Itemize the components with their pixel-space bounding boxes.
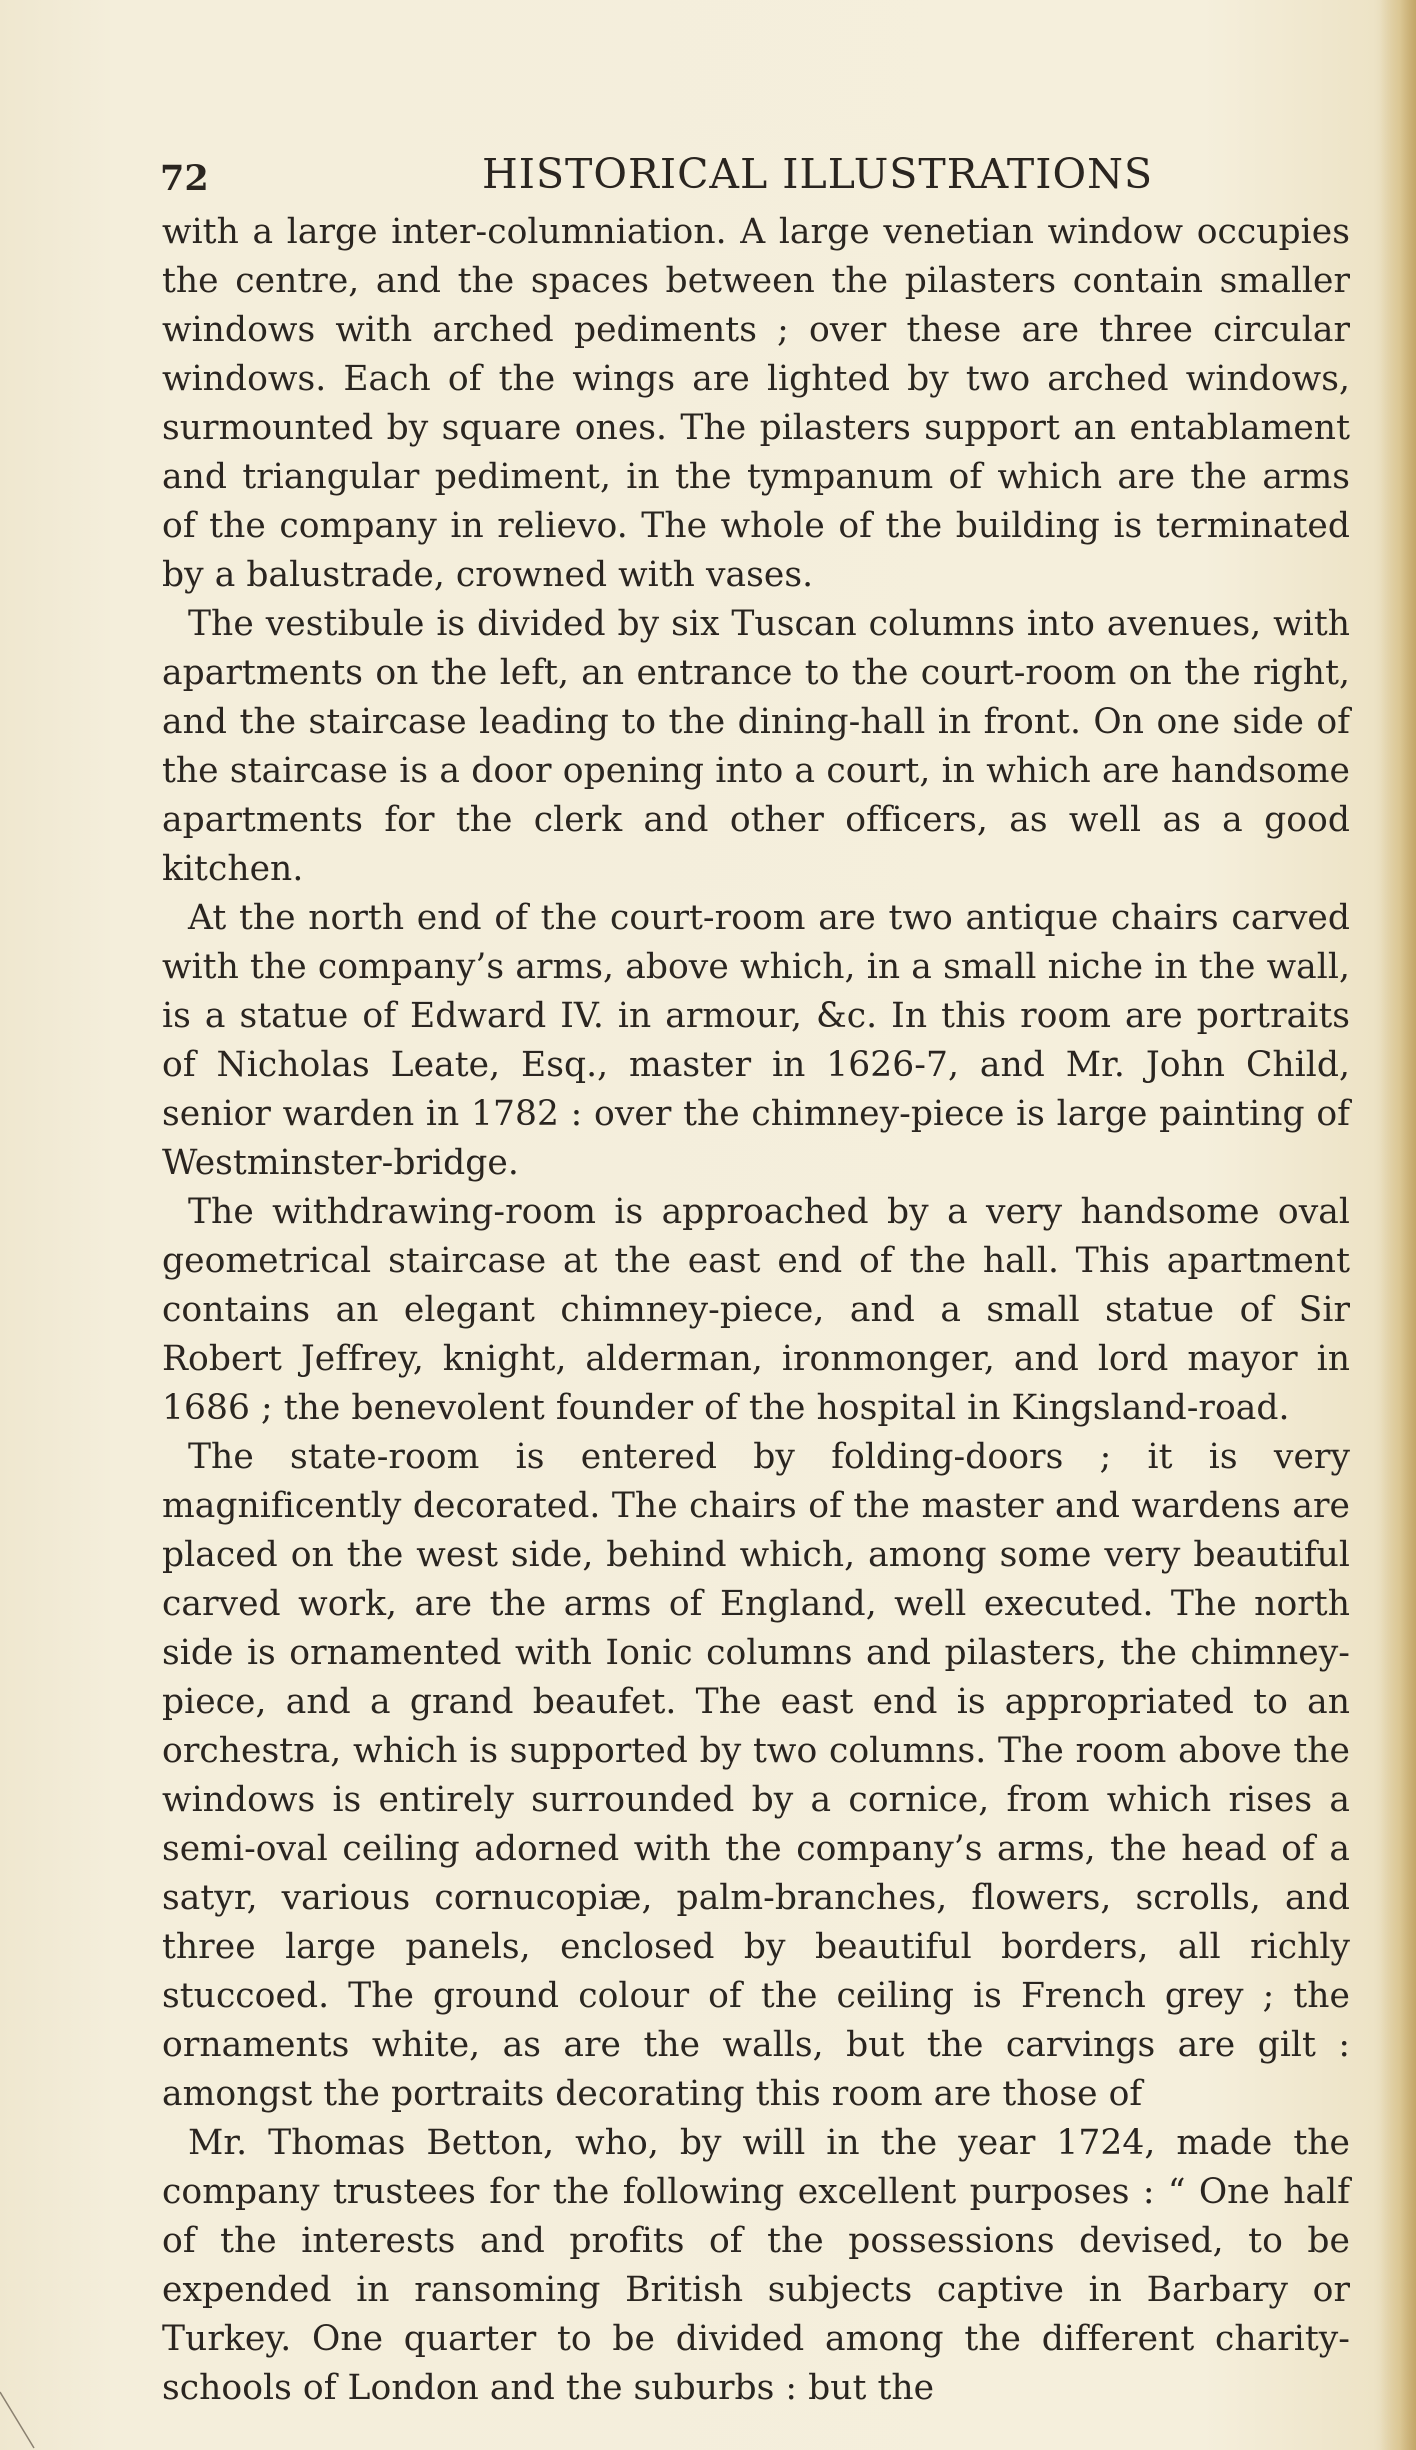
page-gutter-edge (1380, 0, 1416, 2450)
paragraph: The vestibule is divided by six Tuscan columns into avenues, with apartments on the left, an entrance to the court-room on the right, and the staircase leading to the dining-hall in front. On one side of the staircase is a door opening into a court, in which are handsome apartments for the clerk and other officers, as well as a good kitchen. (162, 604, 1350, 889)
paragraph: The withdrawing-room is approached by a very handsome oval geometrical staircase at the east end of the hall. This apartment contains an elegant chimney-piece, and a small statue of Sir Robert Jeffrey, knight, alderman, ironmonger, and lord mayor in 1686 ; the benevolent founder of the hospital in Kingsland-road. (162, 1192, 1350, 1428)
page-number: 72 (160, 158, 209, 199)
running-title: HISTORICAL ILLUSTRATIONS (482, 150, 1154, 198)
page-header (160, 150, 1340, 200)
corner-fold-mark (0, 2390, 60, 2450)
paragraph: The state-room is entered by folding-doors ; it is very magnificently decorated. The chairs of the master and wardens are placed on the west side, behind which, among some very beautiful carved work, are the arms of England, well executed. The north side is ornamented with Ionic columns and pilasters, the chimney-piece, and a grand beaufet. The east end is appropriated to an orchestra, which is supported by two columns. The room above the windows is entirely surrounded by a cornice, from which rises a semi-oval ceiling adorned with the company’s arms, the head of a satyr, various cornucopiæ, palm-branches, flowers, scrolls, and three large panels, enclosed by beautiful borders, all richly stuccoed. The ground colour of the ceiling is French grey ; the ornaments white, as are the walls, but the carvings are gilt : amongst the portraits decorating this room are those of (162, 1437, 1350, 2114)
paragraph: Mr. Thomas Betton, who, by will in the year 1724, made the company trustees for the following excellent purposes : “ One half of the interests and profits of the possessions devised, to be expended in ransoming British subjects captive in Barbary or Turkey. One quarter to be divided among the different charity-schools of London and the suburbs : but the (162, 2123, 1350, 2408)
body-text (162, 208, 1350, 2413)
paragraph: At the north end of the court-room are two antique chairs carved with the company’s arms, above which, in a small niche in the wall, is a statue of Edward IV. in armour, &c. In this room are portraits of Nicholas Leate, Esq., master in 1626-7, and Mr. John Child, senior warden in 1782 : over the chimney-piece is large painting of Westminster-bridge. (162, 898, 1350, 1183)
paragraph: with a large inter-columniation. A large venetian window occupies the centre, and the spaces between the pilasters contain smaller windows with arched pediments ; over these are three circular windows. Each of the wings are lighted by two arched windows, surmounted by square ones. The pilasters support an entablament and triangular pediment, in the tympanum of which are the arms of the company in relievo. The whole of the building is terminated by a balustrade, crowned with vases. (162, 212, 1350, 595)
